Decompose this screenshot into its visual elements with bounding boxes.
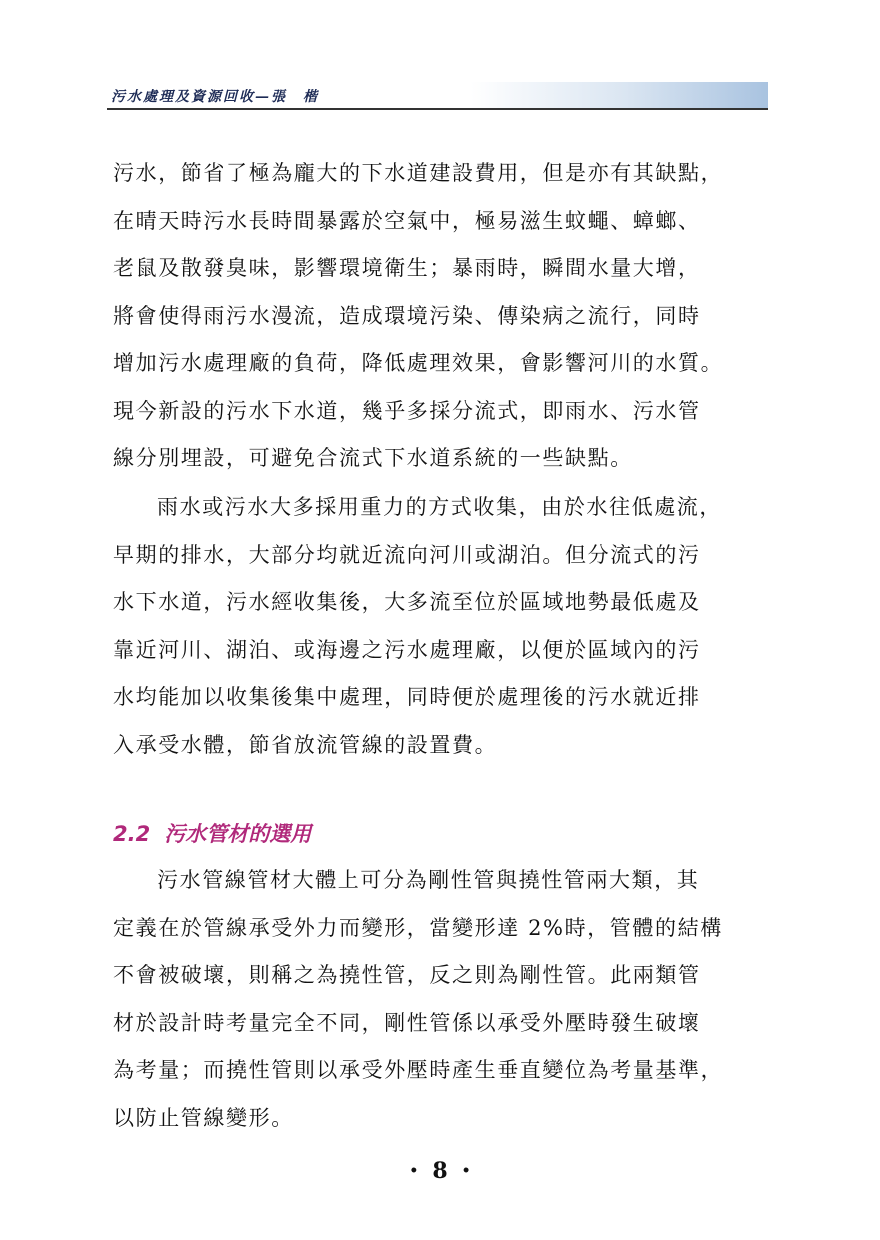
- bullet-icon: •: [461, 1163, 471, 1179]
- text-line: 材於設計時考量完全不同，剛性管係以承受外壓時發生破壞: [113, 1010, 701, 1035]
- section-title: 污水管材的選用: [164, 822, 312, 846]
- text-line: 靠近河川、湖泊、或海邊之污水處理廠，以便於區域內的污: [113, 637, 701, 662]
- text-line: 將會使得雨污水漫流，造成環境污染、傳染病之流行，同時: [113, 303, 701, 328]
- page-number: 8: [432, 1158, 448, 1184]
- paragraph-2: [113, 484, 773, 769]
- section-heading: [113, 818, 311, 848]
- text-line: 以防止管線變形。: [113, 1105, 294, 1130]
- text-line: 水下水道，污水經收集後，大多流至位於區域地勢最低處及: [113, 590, 701, 614]
- text-line: 為考量；而撓性管則以承受外壓時產生垂直變位為考量基準，: [113, 1058, 724, 1082]
- paragraph-3: [113, 857, 773, 1142]
- text-line: 定義在於管線承受外力而變形，當變形達 2%時，管體的結構: [113, 915, 723, 940]
- running-header-title: 污水處理及資源回收—張 楷: [111, 89, 319, 105]
- text-line: 增加污水處理廠的負荷，降低處理效果，會影響河川的水質。: [113, 351, 724, 375]
- text-line: 雨水或污水大多採用重力的方式收集，由於水往低處流，: [157, 495, 722, 519]
- text-line: 入承受水體，節省放流管線的設置費。: [113, 732, 498, 757]
- page-footer: [0, 1158, 880, 1184]
- text-line: 線分別埋設，可避免合流式下水道系統的一些缺點。: [113, 446, 633, 470]
- text-line: 不會被破壞，則稱之為撓性管，反之則為剛性管。此兩類管: [113, 963, 701, 987]
- text-line: 早期的排水，大部分均就近流向河川或湖泊。但分流式的污: [113, 542, 701, 567]
- text-line: 水均能加以收集後集中處理，同時便於處理後的污水就近排: [113, 685, 701, 709]
- bullet-icon: •: [409, 1163, 419, 1179]
- text-line: 污水管線管材大體上可分為剛性管與撓性管兩大類，其: [157, 868, 700, 892]
- text-line: 在晴天時污水長時間暴露於空氣中，極易滋生蚊蠅、蟑螂、: [113, 208, 701, 233]
- text-line: 現今新設的污水下水道，幾乎多採分流式，即雨水、污水管: [113, 398, 701, 423]
- section-number: 2.2: [113, 822, 151, 846]
- paragraph-1: [113, 150, 773, 483]
- running-header: [107, 82, 768, 110]
- text-line: 老鼠及散發臭味，影響環境衛生；暴雨時，瞬間水量大增，: [113, 256, 701, 280]
- text-line: 污水，節省了極為龐大的下水道建設費用，但是亦有其缺點，: [113, 161, 724, 185]
